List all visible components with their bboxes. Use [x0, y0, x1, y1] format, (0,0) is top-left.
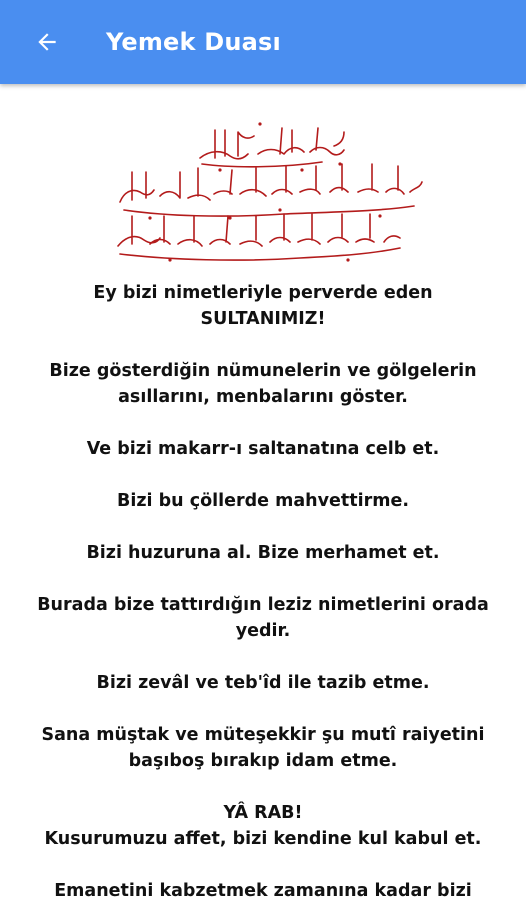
- back-button[interactable]: [23, 18, 71, 66]
- dua-line: Kusurumuzu affet, bizi kendine kul kabul et.: [44, 829, 482, 849]
- arrow-left-icon: [34, 29, 60, 55]
- dua-paragraph-7: Bizi zevâl ve teb'îd ile tazib etme.: [96, 673, 430, 693]
- dua-paragraph-8: Sana müştak ve müteşekkir şu mutî raiyetini başıboş bırakıp idam etme.: [41, 725, 485, 771]
- dua-paragraph-6: Burada bize tattırdığın leziz nimetlerini orada yedir.: [37, 595, 489, 641]
- dua-paragraph-10: Emanetini kabzetmek zamanına kadar bizi: [54, 881, 472, 900]
- dua-paragraph-5: Bizi huzuruna al. Bize merhamet et.: [86, 543, 440, 563]
- dua-paragraph-4: Bizi bu çöllerde mahvettirme.: [117, 491, 409, 511]
- content-scroll[interactable]: [0, 84, 526, 900]
- app-bar: [0, 0, 526, 84]
- dua-paragraph-1: [30, 280, 496, 332]
- dua-line: Ey bizi nimetleriyle perverde eden: [93, 283, 433, 303]
- page-title: Yemek Duası: [106, 28, 281, 56]
- dua-paragraph-9: [30, 800, 496, 852]
- dua-text: [30, 280, 496, 900]
- dua-line: YÂ RAB!: [223, 803, 303, 823]
- dua-paragraph-2: Bize gösterdiğin nümunelerin ve gölgelerin asıllarını, menbalarını göster.: [49, 361, 477, 407]
- arabic-calligraphy-image: [80, 114, 446, 264]
- dua-line: SULTANIMIZ!: [200, 309, 326, 329]
- dua-paragraph-3: Ve bizi makarr-ı saltanatına celb et.: [86, 439, 440, 459]
